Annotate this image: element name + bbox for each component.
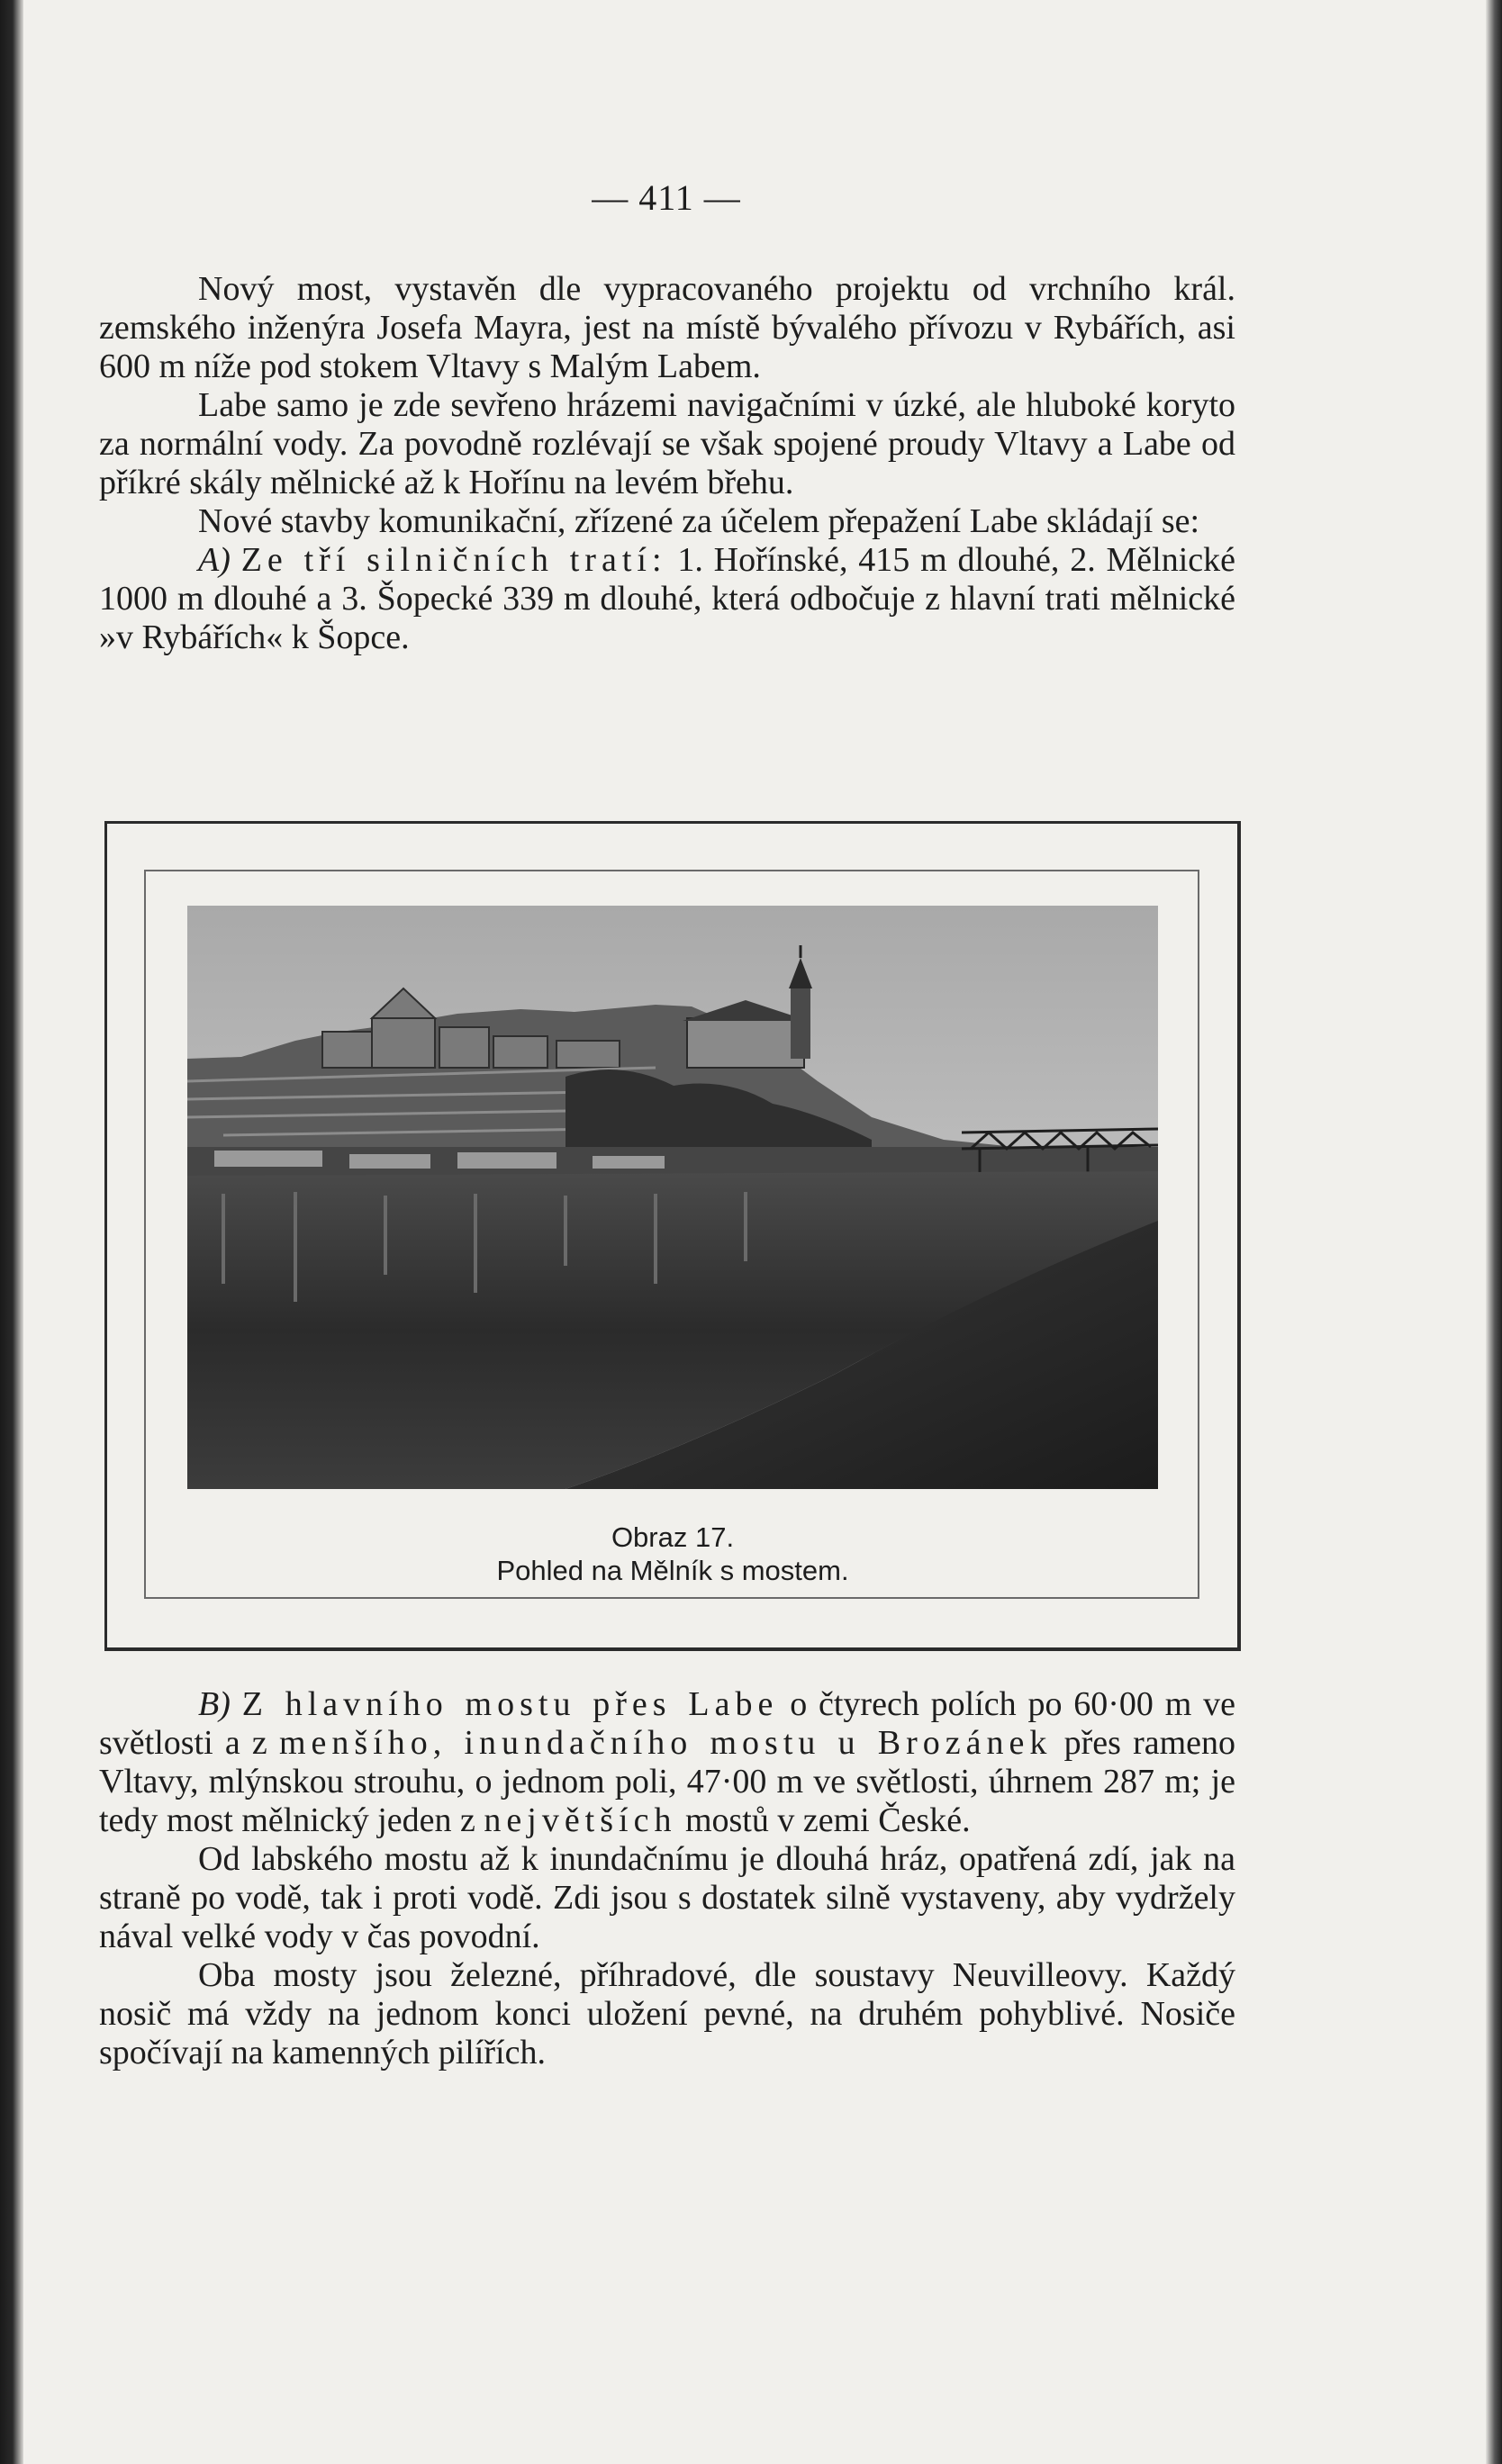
text-block-top [99,270,1235,657]
page-scan-edge-left [0,0,23,2464]
paragraph-new-bridge: Nový most, vystavěn dle vypracovaného projektu od vrchního král. zemského inženýra Josefa Mayra, jest na místě bývalého přívozu v Rybářích, asi 600 m níže pod stokem Vltavy s Malým Labem. [99,270,1235,385]
photo-melnik-bridge [187,906,1158,1489]
paragraph-labe-dams: Labe samo je zde sevřeno hrázemi navigačními v úzké, ale hluboké koryto za normální vody. Za povodně rozlévají se však spojené proudy Vltavy a Labe od příkré skály mělnické až k Hořínu na levém břehu. [99,386,1235,501]
figure-photo [187,906,1158,1489]
list-text-b-spaced-1: menšího, inundačního mostu u Brozánek [279,1724,1053,1762]
paragraph-iron-bridges: Oba mosty jsou železné, příhradové, dle soustavy Neuvilleovy. Každý nosič má vždy na jednom konci uložení pevné, na druhém pohyblivé. Nosiče spočívají na kamenných pilířích. [99,1956,1235,2071]
list-marker-b: B) [198,1685,231,1723]
list-marker-a: A) [198,541,231,579]
list-text-b-spaced-2: největších [484,1801,677,1839]
list-text-a: 1. Hořínské, 415 m dlouhé, 2. Mělnické 1000 m dlouhé a 3. Šopecké 339 m dlouhé, která odbočuje z hlavní trati mělnické »v Rybářích« k Šopce. [99,541,1236,656]
figure-number: Obraz 17. [611,1521,735,1553]
page-scan-edge-right [1486,0,1502,2464]
figure-caption: Pohled na Mělník s mostem. [496,1555,849,1586]
list-heading-a: Ze tří silničních tratí: [240,541,667,579]
paragraph-new-constructions: Nové stavby komunikační, zřízené za účelem přepažení Labe skládají se: [198,502,1200,540]
list-item-b [99,1685,1235,1840]
list-text-b-3: mostů v zemi České. [684,1801,971,1839]
list-item-a [99,541,1235,657]
page-number: — 411 — [592,177,741,218]
text-block-bottom [99,1685,1235,2072]
paragraph-dam-walls: Od labského mostu až k inundačnímu je dlouhá hráz, opatřená zdí, jak na straně po vodě, tak i proti vodě. Zdi jsou s dostatek silně vystaveny, aby vydržely nával velké vody v čas povodní. [99,1840,1235,1955]
list-heading-b: Z hlavního mostu přes Labe [241,1685,779,1723]
list-text-b-1: o čtyrech polích po 60·00 m ve světlosti a z [99,1685,1236,1762]
list-text-b-2: přes rameno Vltavy, mlýnskou strouhu, o jednom poli, 47·00 m ve světlosti, úhrnem 287 m; je tedy most mělnický jeden z [99,1724,1236,1839]
